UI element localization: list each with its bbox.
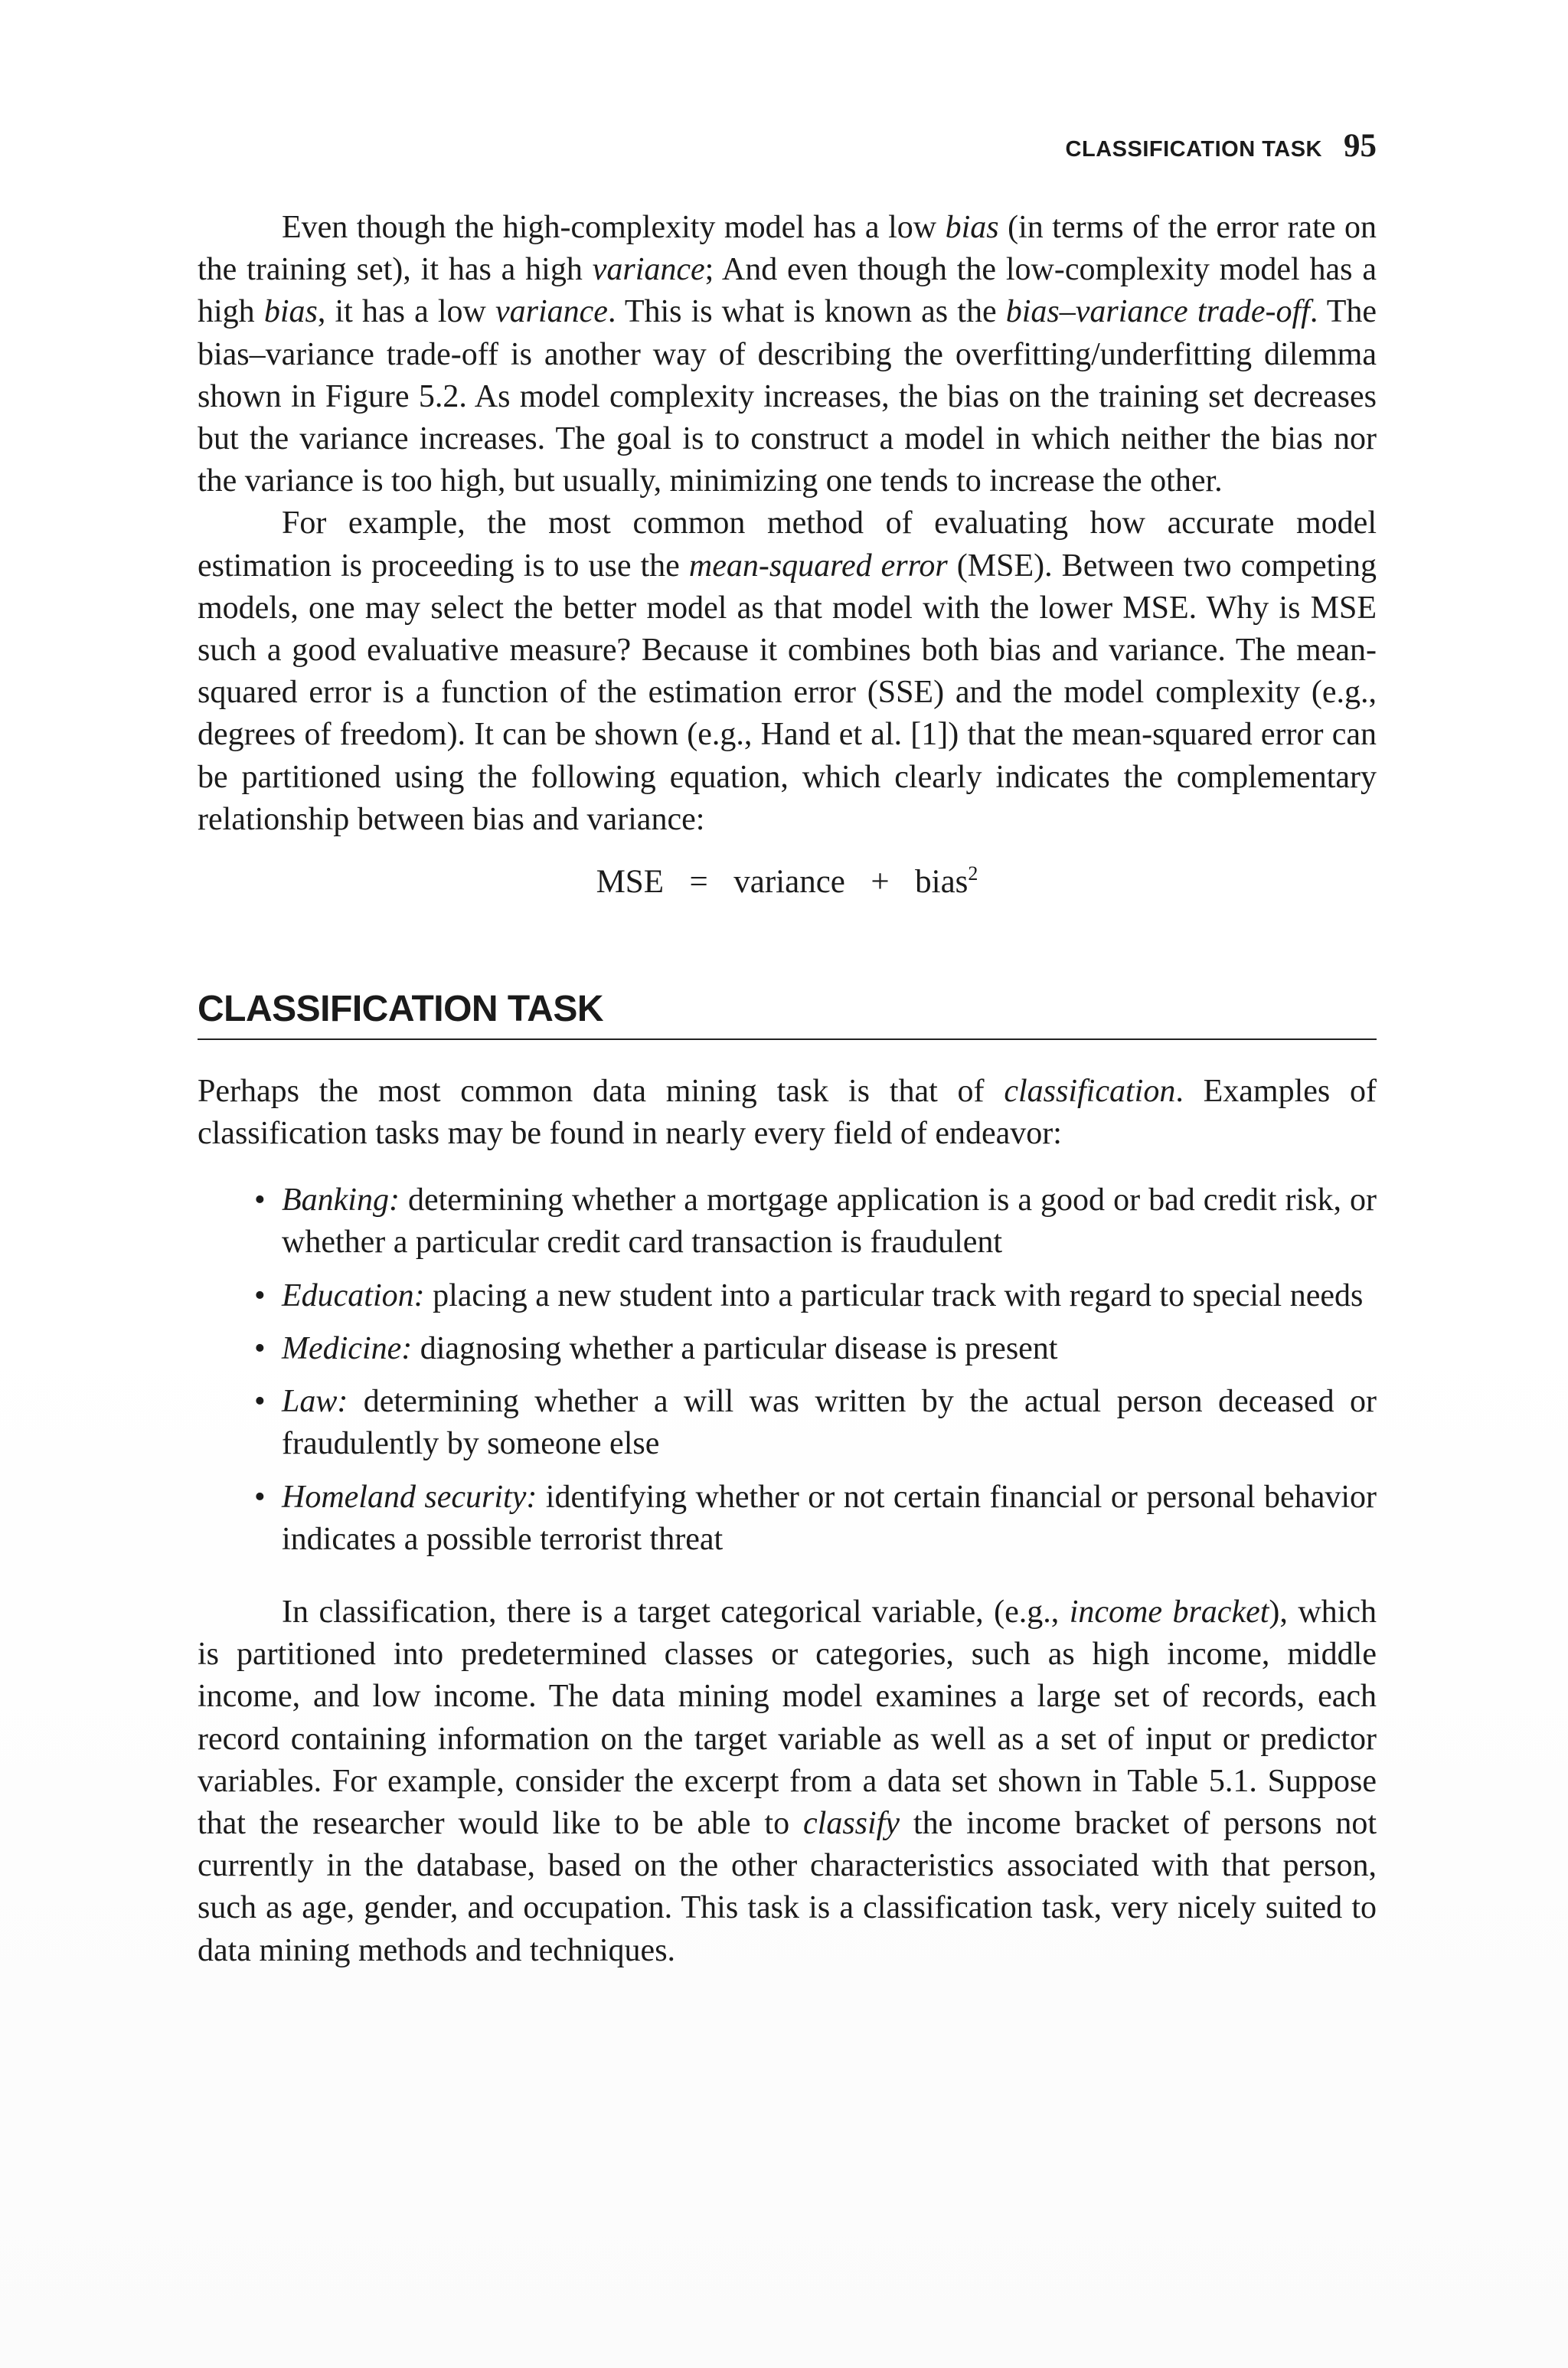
equation-exponent: 2: [968, 862, 978, 885]
list-item-law: [250, 1381, 1377, 1465]
text-run: the income bracket of persons not currently in the database, based on the other characteristics associated with that person, such as age, gender, and occupation. This task is a classification task, very nicely suited to data mining methods and techniques.: [198, 1805, 1377, 1968]
mse-equation: [198, 859, 1377, 905]
emphasis: income bracket: [1069, 1594, 1269, 1630]
page-number: 95: [1344, 128, 1377, 164]
classification-examples-list: [198, 1179, 1377, 1561]
emphasis: classification: [1004, 1073, 1176, 1109]
text-run: ; And even though the low-complexity model has a high: [198, 252, 1377, 330]
list-item-label: Law:: [282, 1384, 348, 1420]
list-item-homeland-security: [250, 1477, 1377, 1561]
bullet-icon: •: [254, 1277, 266, 1313]
list-item-label: Medicine:: [282, 1330, 413, 1366]
list-item-medicine: [250, 1328, 1377, 1370]
emphasis: bias: [945, 210, 999, 245]
emphasis: mean-squared error: [688, 548, 948, 584]
text-run: For example, the most common method of evaluating how accurate model estimation is proceeding is to use the: [198, 505, 1377, 584]
paragraph-bias-variance: [198, 207, 1377, 502]
list-item-label: Homeland security:: [282, 1479, 537, 1515]
text-run: ), which is partitioned into predetermined classes or categories, such as high income, middle income, and low income. The data mining model examines a large set of records, each record containing information on the target variable as well as a set of input or predictor variables. For example, consider the excerpt from a data set shown in Table 5.1. Suppose that the researcher would like to be able to: [198, 1594, 1377, 1841]
equation-lhs: MSE: [596, 864, 664, 901]
list-item-label: Education:: [282, 1277, 425, 1313]
running-header-title: CLASSIFICATION TASK: [1065, 137, 1322, 162]
bullet-icon: •: [254, 1479, 266, 1515]
paragraph-mse: [198, 502, 1377, 841]
equation-term-bias: bias: [915, 864, 969, 901]
list-item-text: determining whether a will was written by the actual person deceased or fraudulently by someone else: [282, 1384, 1377, 1462]
paragraph-classification-intro: [198, 1071, 1377, 1155]
list-item-education: [250, 1275, 1377, 1317]
text-run: Perhaps the most common data mining task is that of: [198, 1073, 1004, 1109]
section-heading: CLASSIFICATION TASK: [198, 988, 1377, 1040]
equation-term-variance: variance: [733, 864, 845, 901]
text-run: , it has a low: [317, 294, 495, 330]
bullet-icon: •: [254, 1182, 266, 1218]
list-item-text: placing a new student into a particular track with regard to special needs: [424, 1277, 1364, 1313]
text-run: Even though the high-complexity model has a low: [282, 210, 946, 245]
emphasis: variance: [495, 294, 608, 330]
text-run: . The bias–variance trade-off is another way of describing the overfitting/underfitting dilemma shown in Figure 5.2. As model complexity increases, the bias on the training set decreases but the variance increases. The goal is to construct a model in which neither the bias nor the variance is too high, but usually, minimizing one tends to increase the other.: [198, 294, 1377, 499]
list-item-text: diagnosing whether a particular disease is present: [412, 1330, 1058, 1366]
emphasis: bias: [263, 294, 318, 330]
text-run: In classification, there is a target categorical variable, (e.g.,: [282, 1594, 1070, 1630]
emphasis: variance: [592, 252, 705, 288]
text-run: (MSE). Between two competing models, one may select the better model as that model with the lower MSE. Why is MSE such a good evaluative measure? Because it combines both bias and variance. The mean-squared error is a function of the estimation error (SSE) and the model complexity (e.g., degrees of freedom). It can be shown (e.g., Hand et al. [1]) that the mean-squared error can be partitioned using the following equation, which clearly indicates the complementary relationship between bias and variance:: [198, 548, 1377, 837]
list-item-text: determining whether a mortgage application is a good or bad credit risk, or whether a particular credit card transaction is fraudulent: [282, 1182, 1377, 1261]
list-item-label: Banking:: [282, 1182, 400, 1218]
emphasis: bias–variance trade-off: [1005, 294, 1310, 330]
text-run: . This is what is known as the: [607, 294, 1006, 330]
list-item-banking: [250, 1179, 1377, 1264]
running-header: [1066, 127, 1377, 165]
text-run: (in terms of the error rate on the training set), it has a high: [198, 210, 1377, 288]
paragraph-classification-detail: [198, 1591, 1377, 1972]
emphasis: classify: [803, 1805, 900, 1841]
list-item-text: identifying whether or not certain financial or personal behavior indicates a possible terrorist threat: [282, 1479, 1377, 1557]
text-run: . Examples of classification tasks may be found in nearly every field of endeavor:: [198, 1073, 1377, 1152]
equation-plus: +: [871, 864, 890, 901]
bullet-icon: •: [254, 1384, 266, 1420]
bullet-icon: •: [254, 1330, 266, 1366]
page-body: [198, 207, 1377, 1972]
equation-equals: =: [689, 864, 708, 901]
